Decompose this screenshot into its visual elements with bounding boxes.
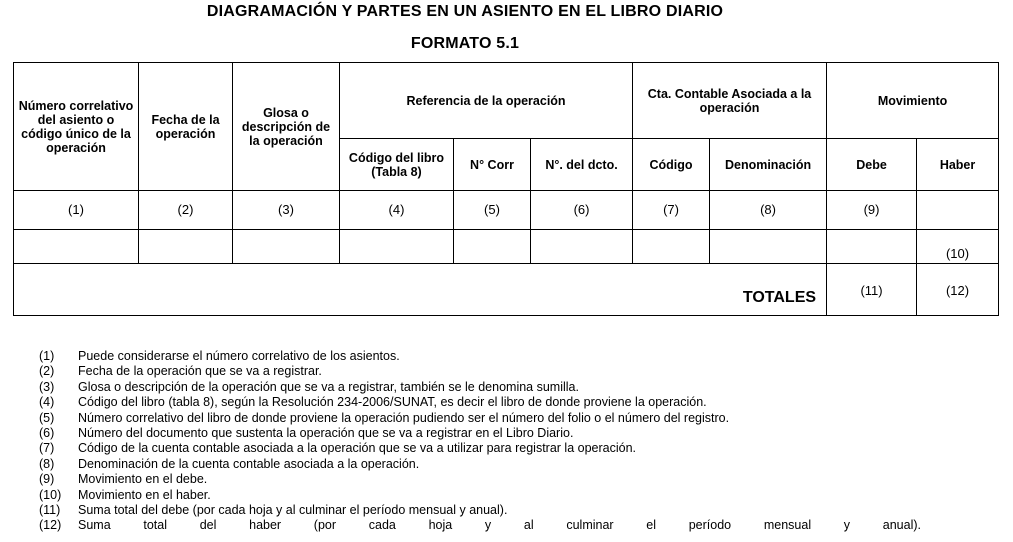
note-text: Movimiento en el debe. bbox=[78, 472, 208, 487]
note-number: (10) bbox=[39, 487, 62, 502]
empty-cell bbox=[827, 230, 917, 264]
header-denominacion: Denominación bbox=[710, 139, 827, 191]
note-item bbox=[39, 364, 921, 379]
total-haber-cell bbox=[917, 246, 999, 316]
note-number: (6) bbox=[39, 426, 55, 441]
ref-cell: (4) bbox=[340, 191, 454, 230]
note-number: (4) bbox=[39, 395, 55, 410]
journal-entry-table bbox=[13, 62, 999, 316]
ref-cell: (8) bbox=[710, 191, 827, 230]
header-glosa: Glosa o descripción de la operación bbox=[233, 63, 340, 191]
note-item bbox=[39, 457, 921, 472]
haber-movement-ref: (10) bbox=[945, 246, 970, 261]
note-text: Movimiento en el haber. bbox=[78, 487, 211, 502]
note-item bbox=[39, 411, 921, 426]
note-item bbox=[39, 488, 921, 503]
note-text: Suma total del debe (por cada hoja y al culminar el período mensual y anual). bbox=[78, 503, 508, 518]
header-haber: Haber bbox=[917, 139, 999, 191]
totales-cell bbox=[14, 264, 827, 316]
note-number: (2) bbox=[39, 364, 55, 379]
empty-cell bbox=[710, 230, 827, 264]
empty-cell bbox=[454, 230, 531, 264]
empty-cell bbox=[633, 230, 710, 264]
header-cuenta-contable: Cta. Contable Asociada a la operación bbox=[633, 63, 827, 139]
header-debe: Debe bbox=[827, 139, 917, 191]
totales-label: TOTALES bbox=[742, 289, 817, 306]
note-number: (3) bbox=[39, 379, 55, 394]
header-fecha: Fecha de la operación bbox=[139, 63, 233, 191]
ref-cell: (7) bbox=[633, 191, 710, 230]
ref-cell: (2) bbox=[139, 191, 233, 230]
ref-cell: (1) bbox=[14, 191, 139, 230]
notes-list bbox=[39, 349, 921, 534]
note-number: (1) bbox=[39, 349, 55, 363]
note-text: Puede considerarse el número correlativo de los asientos. bbox=[78, 349, 400, 363]
note-text: Código de la cuenta contable asociada a la operación que se va a utilizar para registrar la operación. bbox=[78, 441, 636, 456]
empty-cell bbox=[139, 230, 233, 264]
ref-cell: (5) bbox=[454, 191, 531, 230]
header-movimiento: Movimiento bbox=[827, 63, 999, 139]
ref-cell: (3) bbox=[233, 191, 340, 230]
note-item bbox=[39, 472, 921, 487]
header-numero-correlativo: Número correlativo del asiento o código único de la operación bbox=[14, 63, 139, 191]
blank-row bbox=[14, 230, 999, 264]
note-number: (12) bbox=[39, 518, 62, 533]
note-number: (7) bbox=[39, 441, 55, 456]
note-number: (8) bbox=[39, 456, 55, 471]
ref-cell: (6) bbox=[531, 191, 633, 230]
total-haber-ref: (12) bbox=[945, 283, 970, 298]
note-text: Fecha de la operación que se va a registrar. bbox=[78, 364, 322, 379]
empty-cell bbox=[14, 230, 139, 264]
empty-cell bbox=[917, 191, 999, 230]
header-n-corr: N° Corr bbox=[454, 139, 531, 191]
note-text: Denominación de la cuenta contable asociada a la operación. bbox=[78, 456, 420, 471]
total-debe-ref: (11) bbox=[827, 264, 917, 316]
note-text: Glosa o descripción de la operación que se va a registrar, también se le denomina sumilla. bbox=[78, 379, 579, 394]
header-referencia: Referencia de la operación bbox=[340, 63, 633, 139]
note-number: (5) bbox=[39, 410, 55, 425]
note-item bbox=[39, 395, 921, 410]
reference-row bbox=[14, 191, 999, 230]
note-item bbox=[39, 518, 921, 533]
note-number: (11) bbox=[39, 503, 61, 518]
note-number: (9) bbox=[39, 472, 55, 487]
header-codigo-libro: Código del libro (Tabla 8) bbox=[340, 139, 454, 191]
note-text: Número correlativo del libro de donde proviene la operación pudiendo ser el número del folio o el número del registro. bbox=[78, 410, 730, 425]
note-text: Número del documento que sustenta la operación que se va a registrar en el Libro Diario. bbox=[78, 426, 574, 441]
header-n-dcto: N°. del dcto. bbox=[531, 139, 633, 191]
note-item bbox=[39, 503, 921, 518]
note-text: Suma total del haber (por cada hoja y al culminar el período mensual y anual). bbox=[78, 518, 921, 533]
empty-cell bbox=[233, 230, 340, 264]
note-item bbox=[39, 441, 921, 456]
document-title: DIAGRAMACIÓN Y PARTES EN UN ASIENTO EN EL LIBRO DIARIO bbox=[206, 3, 724, 20]
note-item bbox=[39, 349, 921, 364]
ref-cell: (9) bbox=[827, 191, 917, 230]
totals-row bbox=[14, 264, 999, 316]
note-item bbox=[39, 380, 921, 395]
header-codigo: Código bbox=[633, 139, 710, 191]
header-row-1 bbox=[14, 63, 999, 139]
empty-cell bbox=[340, 230, 454, 264]
note-text: Código del libro (tabla 8), según la Resolución 234-2006/SUNAT, es decir el libro de donde proviene la operación. bbox=[78, 395, 707, 410]
note-item bbox=[39, 426, 921, 441]
format-subtitle: FORMATO 5.1 bbox=[410, 35, 520, 52]
empty-cell bbox=[531, 230, 633, 264]
